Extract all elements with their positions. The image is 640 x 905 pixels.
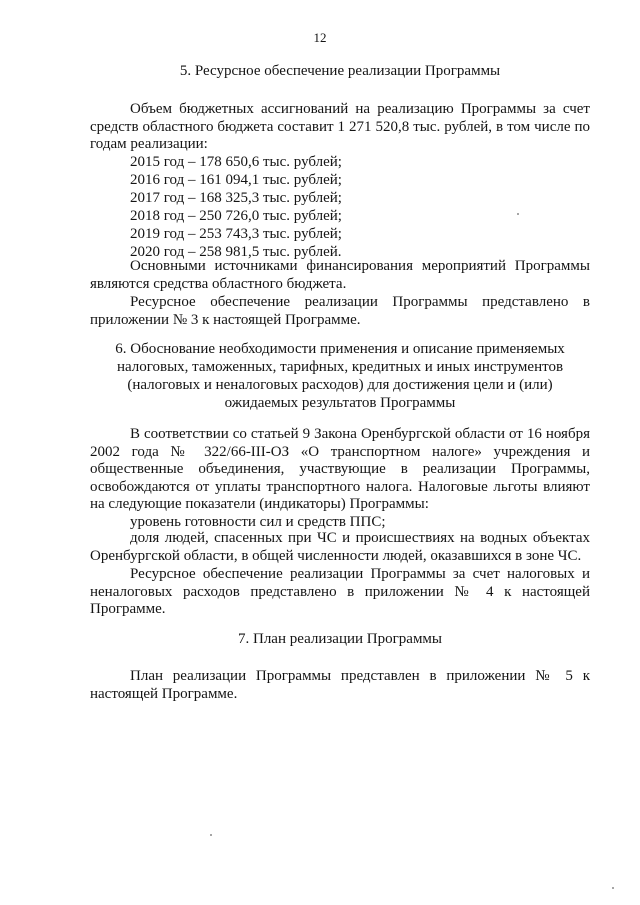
scan-speck	[612, 887, 614, 889]
section-6-paragraph-2: Ресурсное обеспечение реализации Программы за счет налоговых и неналоговых расходов представлено в приложении № 4 к настоящей Программе.	[90, 566, 590, 617]
page-number: 12	[313, 30, 327, 45]
budget-year-2017: 2017 год – 168 325,3 тыс. рублей;	[130, 190, 342, 206]
section-5-heading: 5. Ресурсное обеспечение реализации Программы	[179, 63, 501, 79]
section-6-heading-line-4: ожидаемых результатов Программы	[224, 395, 456, 411]
section-7-heading: 7. План реализации Программы	[237, 631, 443, 647]
scan-speck	[210, 834, 212, 836]
budget-year-2015: 2015 год – 178 650,6 тыс. рублей;	[130, 154, 342, 170]
section-6-heading-line-2: налоговых, таможенных, тарифных, кредитных и иных инструментов	[116, 359, 564, 375]
section-6-indicator-1: уровень готовности сил и средств ППС;	[130, 514, 386, 530]
section-6-indicator-2: доля людей, спасенных при ЧС и происшествиях на водных объектах Оренбургской области, в общей численности людей, оказавшихся в зоне ЧС.	[90, 530, 590, 564]
section-5-intro: Объем бюджетных ассигнований на реализацию Программы за счет средств областного бюджета составит 1 271 520,8 тыс. рублей, в том числе по годам реализации:	[90, 101, 590, 152]
section-7-paragraph: План реализации Программы представлен в приложении № 5 к настоящей Программе.	[90, 668, 590, 702]
section-6-heading-line-3: (налоговых и неналоговых расходов) для достижения цели и (или)	[127, 377, 553, 393]
budget-year-2020: 2020 год – 258 981,5 тыс. рублей.	[130, 244, 342, 260]
section-5-appendix: Ресурсное обеспечение реализации Программы представлено в приложении № 3 к настоящей Программе.	[90, 294, 590, 328]
section-5-sources: Основными источниками финансирования мероприятий Программы являются средства областного бюджета.	[90, 258, 590, 292]
budget-year-2016: 2016 год – 161 094,1 тыс. рублей;	[130, 172, 342, 188]
budget-year-2018: 2018 год – 250 726,0 тыс. рублей;	[130, 208, 342, 224]
section-6-paragraph-1: В соответствии со статьей 9 Закона Оренбургской области от 16 ноября 2002 года № 322/66-III-ОЗ «О транспортном налоге» учреждения и общественные объединения, участвующие в реализации Программы, освобождаются от уплаты транспортного налога. Налоговые льготы влияют на следующие показатели (индикаторы) Программы:	[90, 426, 590, 512]
section-6-heading-line-1: 6. Обоснование необходимости применения и описание применяемых	[115, 341, 565, 357]
budget-year-2019: 2019 год – 253 743,3 тыс. рублей;	[130, 226, 342, 242]
scan-speck	[517, 213, 519, 215]
